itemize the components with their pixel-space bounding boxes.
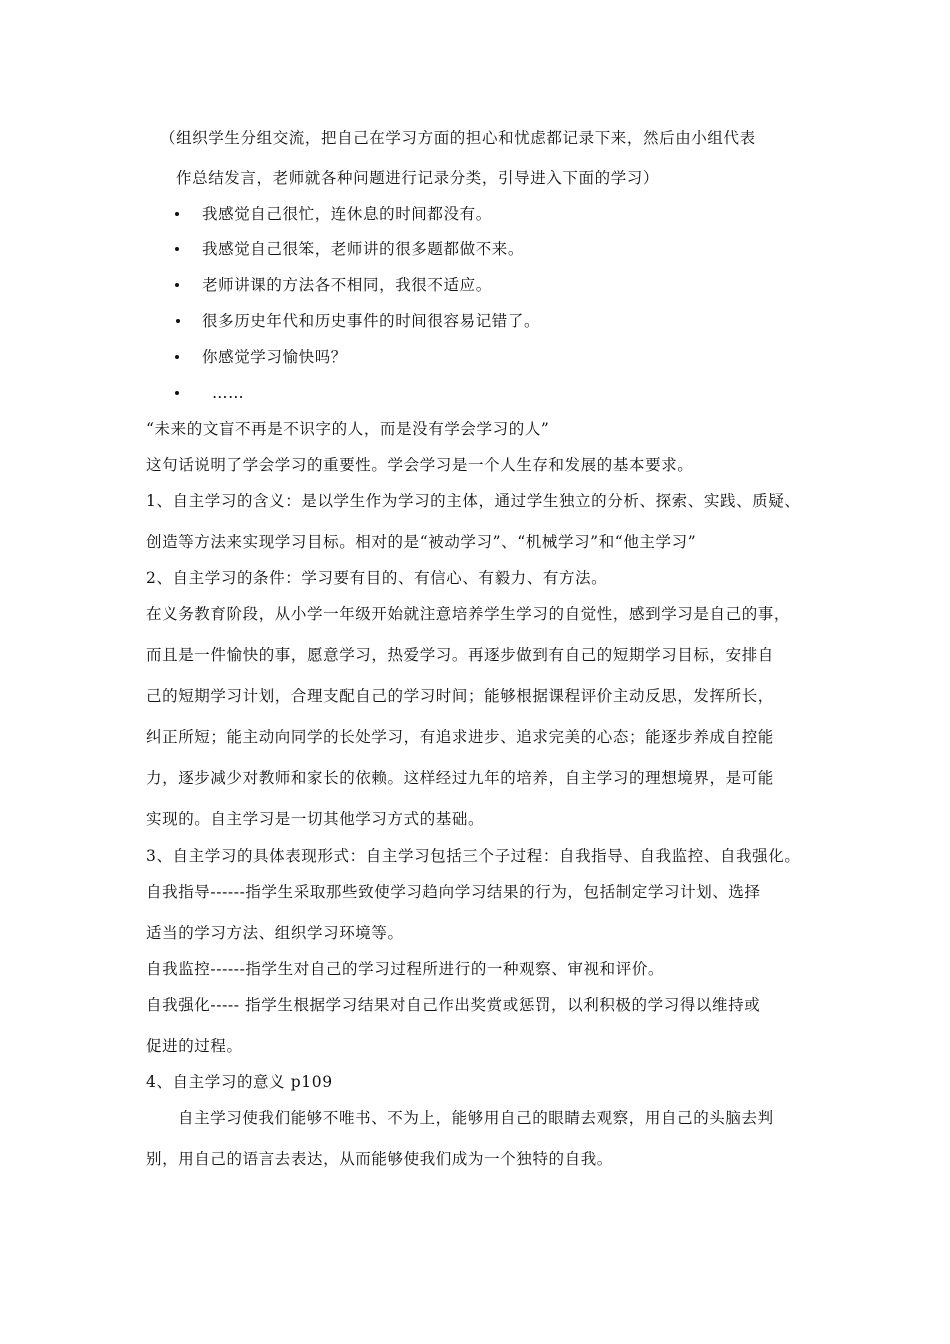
section-2-para-4: 纠正所短；能主动向同学的长处学习，有追求进步、追求完美的心态；能逐步养成自控能 — [146, 728, 774, 746]
quote-note: 这句话说明了学会学习的重要性。学会学习是一个人生存和发展的基本要求。 — [146, 456, 694, 474]
self-guide-line-2: 适当的学习方法、组织学习环境等。 — [146, 924, 404, 942]
bullet-item-1: 我感觉自己很忙，连休息的时间都没有。 — [202, 205, 492, 223]
bullet-item-3: 老师讲课的方法各不相同，我很不适应。 — [202, 276, 492, 294]
bullet-dot — [175, 391, 179, 395]
bullet-dot — [175, 247, 179, 251]
bullet-dot — [175, 355, 179, 359]
bullet-item-2: 我感觉自己很笨，老师讲的很多题都做不来。 — [202, 240, 525, 258]
self-reinforce-line-1: 自我强化----- 指学生根据学习结果对自己作出奖赏或惩罚，以利积极的学习得以维持或 — [146, 996, 761, 1014]
section-2-para-3: 己的短期学习计划，合理支配自己的学习时间；能够根据课程评价主动反思，发挥所长， — [146, 687, 774, 705]
section-2-title: 2、自主学习的条件：学习要有目的、有信心、有毅力、有方法。 — [146, 569, 608, 587]
bullet-item-5: 你感觉学习愉快吗？ — [202, 348, 347, 366]
intro-line-2: 作总结发言，老师就各种问题进行记录分类，引导进入下面的学习） — [176, 169, 660, 187]
self-reinforce-line-2: 促进的过程。 — [146, 1037, 243, 1055]
intro-line-1: （组织学生分组交流，把自己在学习方面的担心和忧虑都记录下来，然后由小组代表 — [160, 129, 756, 147]
quote: “未来的文盲不再是不识字的人，而是没有学会学习的人” — [146, 420, 550, 438]
section-2-para-6: 实现的。自主学习是一切其他学习方式的基础。 — [146, 810, 485, 828]
section-4-para-2: 别，用自己的语言去表达，从而能够使我们成为一个独特的自我。 — [146, 1150, 613, 1168]
section-1-line-1: 1、自主学习的含义：是以学生作为学习的主体，通过学生独立的分析、探索、实践、质疑、 — [146, 492, 801, 510]
section-2-para-2: 而且是一件愉快的事，愿意学习，热爱学习。再逐步做到有自己的短期学习目标，安排自 — [146, 646, 774, 664]
section-1-line-2: 创造等方法来实现学习目标。相对的是“被动学习”、“机械学习”和“他主学习” — [146, 533, 697, 551]
self-monitor: 自我监控------指学生对自己的学习过程所进行的一种观察、审视和评价。 — [146, 960, 665, 978]
bullet-item-6: …… — [212, 384, 245, 402]
section-4-title: 4、自主学习的意义 p109 — [146, 1073, 333, 1091]
self-guide-line-1: 自我指导------指学生采取那些致使学习趋向学习结果的行为，包括制定学习计划、选择 — [146, 883, 761, 901]
bullet-dot — [175, 212, 179, 216]
section-2-para-1: 在义务教育阶段，从小学一年级开始就注意培养学生学习的自觉性，感到学习是自己的事， — [146, 605, 791, 623]
section-2-para-5: 力，逐步减少对教师和家长的依赖。这样经过九年的培养，自主学习的理想境界，是可能 — [146, 769, 774, 787]
bullet-dot — [175, 283, 179, 287]
section-4-para-1: 自主学习使我们能够不唯书、不为上，能够用自己的眼睛去观察，用自己的头脑去判 — [178, 1109, 774, 1127]
section-3-title: 3、自主学习的具体表现形式：自主学习包括三个子过程：自我指导、自我监控、自我强化。 — [146, 847, 801, 865]
bullet-item-4: 很多历史年代和历史事件的时间很容易记错了。 — [202, 312, 541, 330]
bullet-dot — [176, 319, 180, 323]
